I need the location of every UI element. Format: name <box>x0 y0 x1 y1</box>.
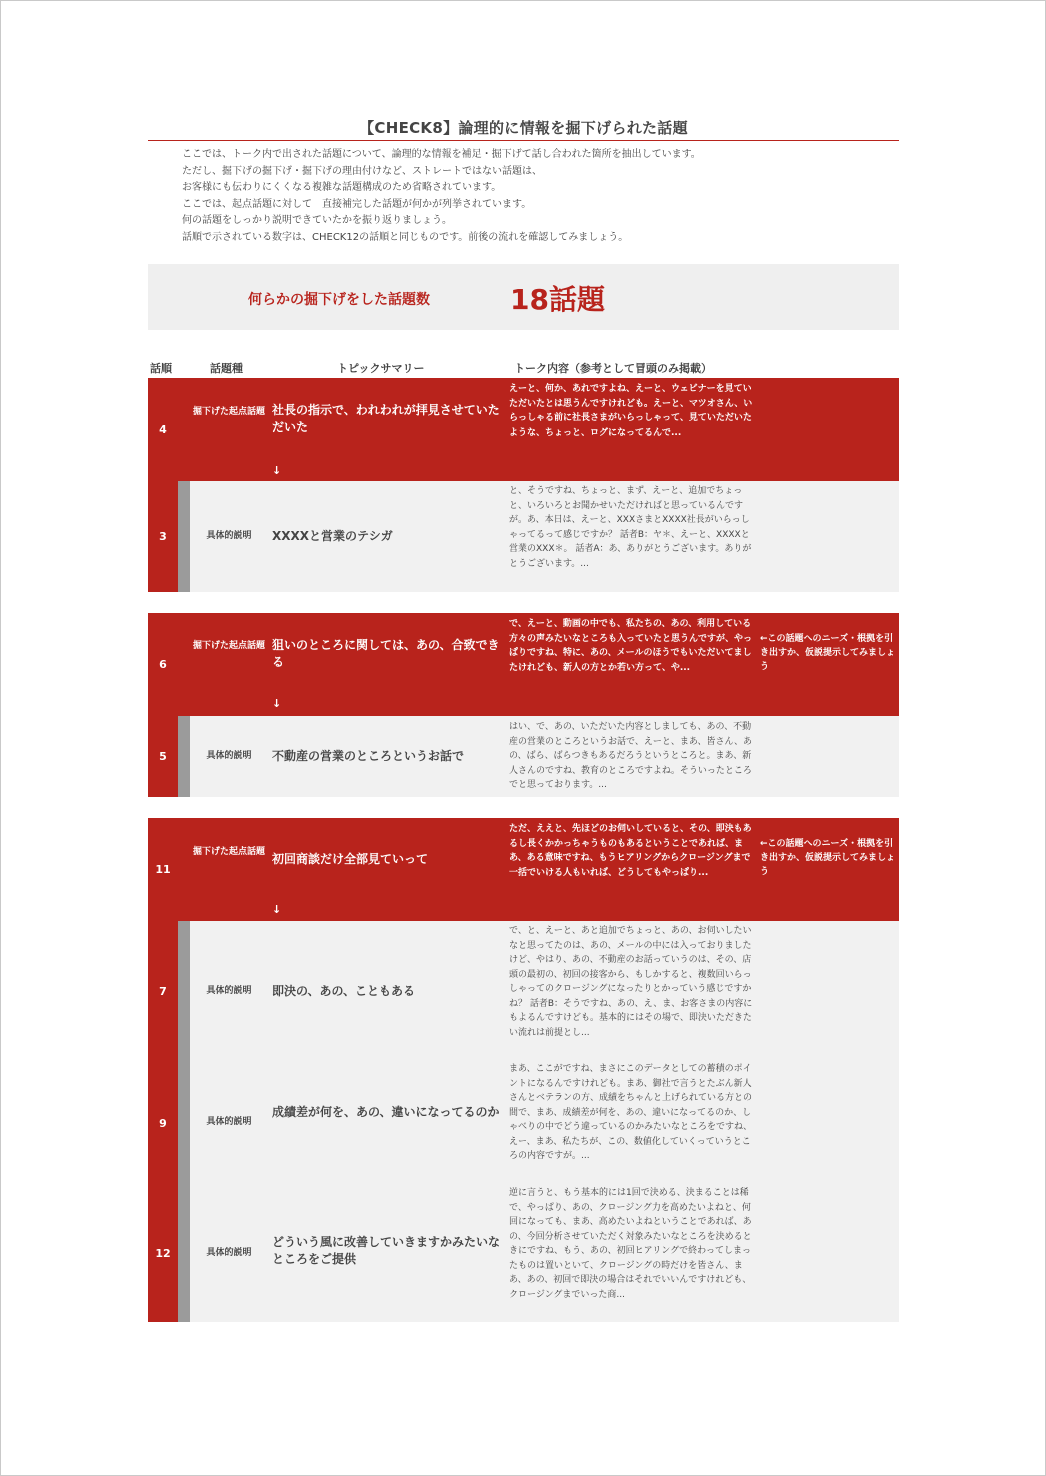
root-topic-row <box>148 613 899 716</box>
order-number: 6 <box>148 613 178 716</box>
topic-count-value: 18話題 <box>510 283 605 316</box>
topic-type: 具体的説明 <box>206 1248 252 1258</box>
header-talk: トーク内容（参考として冒頭のみ掲載） <box>514 362 712 375</box>
detail-topic-row <box>148 716 899 797</box>
topic-type: 具体的説明 <box>206 531 252 541</box>
topic-summary: どういう風に改善していきますかみたいなところをご提供 <box>272 1235 501 1266</box>
down-arrow-icon: ↓ <box>272 697 282 710</box>
talk-excerpt: で、と、えーと、あと追加でちょっと、あの、お伺いしたいなと思ってたのは、あの、メールの中には入っておりましたけど、やはり、あの、不動産のお話っていうのは、その、店頭の最初の、初回の接客から、もしかすると、複数回いらっしゃってのクロージングになったりとかっていう感じですかね？ 話者B：そうですね、あの、え、ま、お客さまの内容にもよるんですけども。基本的にはその場で、即決いただきたい流れは前提とし... <box>509 926 753 1038</box>
topic-summary: 不動産の営業のところというお話で <box>272 749 465 763</box>
page-title: 【CHECK8】論理的に情報を掘下げられた話題 <box>359 119 688 137</box>
topic-count-label: 何らかの掘下げをした話題数 <box>248 292 430 308</box>
topic-type: 具体的説明 <box>206 751 252 761</box>
header-order: 話順 <box>150 362 172 375</box>
detail-indicator-bar <box>178 921 190 1322</box>
intro-text <box>182 147 882 247</box>
header-summary: トピックサマリー <box>337 362 425 375</box>
order-number: 9 <box>159 1116 167 1130</box>
advice-note: ←この話題へのニーズ・根拠を引き出すか、仮説提示してみましょう <box>760 634 896 672</box>
intro-line: 話順で示されている数字は、CHECK12の話順と同じものです。前後の流れを確認してみましょう。 <box>182 231 629 243</box>
intro-line: ここでは、起点話題に対して 直接補完した話題が何かが列挙されています。 <box>182 198 532 210</box>
talk-excerpt: はい、で、あの、いただいた内容としましても、あの、不動産の営業のところというお話で、えーと、まあ、皆さん、あの、ばら、ばらつきもあるだろうというところと。まあ、新人さんのですね、教育のところですよね。そういったところでと思っております。... <box>509 722 753 790</box>
topic-type: 具体的説明 <box>206 1117 252 1127</box>
intro-line: お客様にも伝わりにくくなる複雑な話題構成のため省略されています。 <box>182 182 502 194</box>
title-divider <box>148 140 899 141</box>
down-arrow-icon: ↓ <box>272 903 282 916</box>
order-number: 3 <box>148 481 178 592</box>
topic-summary: XXXXと営業のテシガ <box>272 529 393 543</box>
intro-line: ここでは、トーク内で出された話題について、論理的な情報を補足・掘下げて話し合われた箇所を抽出しています。 <box>182 149 701 160</box>
topic-summary: 即決の、あの、こともある <box>272 984 416 998</box>
talk-excerpt: ただ、ええと、先ほどのお伺いしていると、その、即決もあるし長くかかっちゃうものもあるということであれば、まあ、ある意味ですね、もうヒアリングからクロージングまで一括でいける人もいれば、どうしてもやっぱり... <box>509 824 752 878</box>
talk-excerpt: で、えーと、動画の中でも、私たちの、あの、利用している方々の声みたいなところも入っていたと思うんですが、やっぱりですね、特に、あの、メールのほうでもいただいてましたけれども、新人の方とか若い方って、や... <box>509 619 753 673</box>
advice-note: ←この話題へのニーズ・根拠を引き出すか、仮説提示してみましょう <box>760 839 896 877</box>
talk-excerpt: えーと、何か、あれですよね、えーと、ウェビナーを見ていただいたとは思うんですけれども。えーと、マツオさん、いらっしゃる前に社長さまがいらっしゃって、見ていただいたような、ちょっと、ログになってるんで... <box>509 384 753 438</box>
topic-summary: 成績差が何を、あの、違いになってるのか <box>272 1105 500 1119</box>
detail-topic-group <box>148 921 899 1322</box>
root-topic-row <box>148 818 899 921</box>
order-number: 4 <box>148 378 178 481</box>
order-number: 5 <box>148 716 178 797</box>
talk-excerpt: 逆に言うと、もう基本的には1回で決める、決まることは稀で、やっぱり、あの、クロージング力を高めたいよねと、何回になっても、まあ、高めたいよねということであれば、あの、今回分析させていただく対象みたいなところを決めるときにですね、もう、あの、初回ヒアリングで終わってしまったものは置いといて、クロージングの時だけを皆さん、まあ、あの、初回で即決の場合はそれでいいんですけれども、クロージングまでいった商... <box>509 1188 752 1300</box>
intro-line: 何の話題をしっかり説明できていたかを振り返りましょう。 <box>182 215 452 227</box>
talk-excerpt: まあ、ここがですね、まさにこのデータとしての蓄積のポイントになるんですけれども。まあ、御社で言うとたぶん新人さんとベテランの方、成績をちゃんと上げられている方との間で、まあ、成績差が何を、あの、違いになってるのか、しゃべりの中でどう違っているのかみたいなところをですね、えー、まあ、私たちが、この、数値化していくっていうところの内容ですが。... <box>509 1064 753 1161</box>
topic-type: 掘下げた起点話題 <box>192 847 265 857</box>
topic-type: 掘下げた起点話題 <box>192 641 265 651</box>
detail-indicator-bar <box>178 716 190 797</box>
down-arrow-icon: ↓ <box>272 464 282 477</box>
detail-topic-row <box>148 481 899 592</box>
topic-type: 掘下げた起点話題 <box>192 407 265 417</box>
topic-summary: 狙いのところに関しては、あの、合致できる <box>272 638 500 669</box>
talk-excerpt: と、そうですね、ちょっと、まず、えーと、追加でちょっと、いろいろとお聞かせいただければと思っているんですが。あ、本日は、えーと、XXXさまとXXXX社長がいらっしゃってるって感じですか？ 話者B：ヤ＊、えーと、XXXXと営業のXXX＊。 話者A：あ、ありがとうございます。ありがとうございます。... <box>509 486 752 569</box>
topic-type: 具体的説明 <box>206 986 252 996</box>
header-type: 話題種 <box>210 362 243 375</box>
topic-summary: 社長の指示で、われわれが拝見させていただいた <box>272 403 500 434</box>
topic-summary: 初回商談だけ全部見ていって <box>272 852 429 866</box>
order-number: 7 <box>159 984 167 998</box>
detail-indicator-bar <box>178 481 190 592</box>
order-number: 11 <box>148 818 178 921</box>
order-number: 12 <box>155 1247 171 1260</box>
intro-line: ただし、掘下げの掘下げ・掘下げの理由付けなど、ストレートではない話題は、 <box>182 165 542 177</box>
root-topic-row <box>148 378 899 481</box>
